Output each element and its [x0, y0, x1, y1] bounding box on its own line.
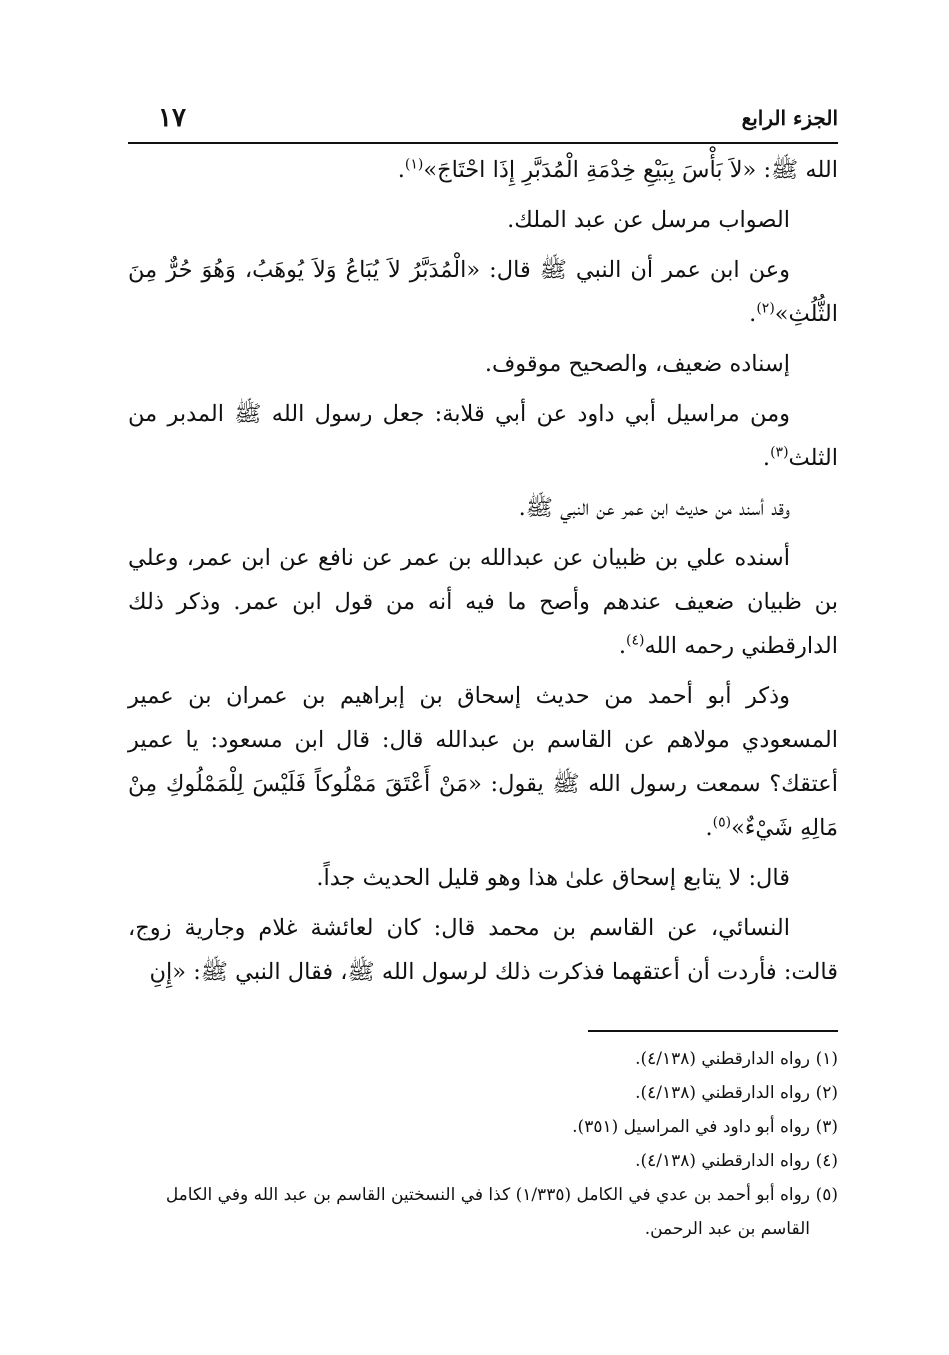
paragraph: الصواب مرسل عن عبد الملك.: [507, 207, 790, 233]
hadith-quote: «الْمُدَبَّرُ لاَ يُبَاعُ وَلاَ يُوهَبُ، وَهُوَ حُرٌّ مِنَ الثُّلُثِ»: [128, 257, 838, 327]
header-rule: [128, 142, 838, 144]
page-number: ١٧: [158, 103, 186, 133]
paragraph: وذكر أبو أحمد من حديث إسحاق بن إبراهيم بن عمران بن عمير المسعودي مولاهم عن القاسم بن عبدالله قال: قال ابن مسعود: يا عمير أعتقك؟ سمعت رسول الله ﷺ يقول: «مَنْ أَعْتَقَ مَمْلُوكاً فَلَيْسَ لِلْمَمْلُوكِ مِنْ مَالِهِ شَيْءٌ»$^{(٥)}$.: [128, 683, 838, 841]
footnotes: [128, 1042, 838, 1246]
footnote-rule: [588, 1030, 838, 1032]
footnote-number: (٣): [815, 1117, 838, 1137]
footnote-ref: (٥): [712, 814, 732, 831]
footnote: (١)رواه الدارقطني (٤/١٣٨).: [128, 1042, 838, 1076]
footnote-ref: (٣): [770, 444, 789, 461]
footnote-ref: (١): [404, 156, 424, 173]
running-head: الجزء الرابع: [741, 106, 838, 130]
footnote-ref: (٢): [756, 300, 775, 317]
footnote-number: (١): [815, 1049, 838, 1069]
hadith-quote: «لاَ بَأْسَ بِبَيْعِ خِدْمَةِ الْمُدَبَّرِ إِذَا احْتَاجَ»: [423, 157, 757, 183]
paragraph: النسائي، عن القاسم بن محمد قال: كان لعائشة غلام وجارية زوج، قالت: فأردت أن أعتقهما فذكرت ذلك لرسول الله ﷺ، فقال النبي ﷺ: «إِنِ: [128, 915, 838, 985]
footnote: (٤)رواه الدارقطني (٤/١٣٨).: [128, 1144, 838, 1178]
hadith-quote: «مَنْ أَعْتَقَ مَمْلُوكاً فَلَيْسَ لِلْمَمْلُوكِ مِنْ مَالِهِ شَيْءٌ»: [128, 771, 838, 841]
footnote-ref: (٤): [625, 632, 645, 649]
footnote: (٣)رواه أبو داود في المراسيل (٣٥١).: [128, 1110, 838, 1144]
footnote-number: (٥): [815, 1185, 838, 1205]
paragraph: إسناده ضعيف، والصحيح موقوف.: [484, 351, 790, 377]
paragraph: أسنده علي بن ظبيان عن عبدالله بن عمر عن نافع عن ابن عمر، وعلي بن ظبيان ضعيف عندهم وأصح ما فيه أنه من قول ابن عمر. وذكر ذلك الدارقطني رحمه الله$^{(٤)}$.: [128, 545, 838, 659]
hadith-quote: «إِنِ: [149, 959, 187, 985]
footnote: (٢)رواه الدارقطني (٤/١٣٨).: [128, 1076, 838, 1110]
paragraph: وقد أسند من حديث ابن عمر عن النبي ﷺ.: [518, 495, 790, 521]
paragraph: الله ﷺ: «لاَ بَأْسَ بِبَيْعِ خِدْمَةِ الْمُدَبَّرِ إِذَا احْتَاجَ»$^{(١)}$.: [397, 156, 838, 183]
body-text: [128, 148, 838, 1000]
footnote-number: (٤): [815, 1151, 838, 1171]
paragraph: وعن ابن عمر أن النبي ﷺ قال: «الْمُدَبَّرُ لاَ يُبَاعُ وَلاَ يُوهَبُ، وَهُوَ حُرٌّ مِنَ الثُّلُثِ»$^{(٢)}$.: [128, 257, 838, 327]
paragraph: ومن مراسيل أبي داود عن أبي قلابة: جعل رسول الله ﷺ المدبر من الثلث$^{(٣)}$.: [128, 401, 838, 471]
page-header: [128, 100, 838, 136]
paragraph: قال: لا يتابع إسحاق علىٰ هذا وهو قليل الحديث جداً.: [316, 865, 790, 891]
footnote: (٥)رواه أبو أحمد بن عدي في الكامل (١/٣٣٥) كذا في النسختين القاسم بن عبد الله وفي الكامل القاسم بن عبد الرحمن.: [128, 1178, 838, 1246]
footnote-number: (٢): [815, 1083, 838, 1103]
